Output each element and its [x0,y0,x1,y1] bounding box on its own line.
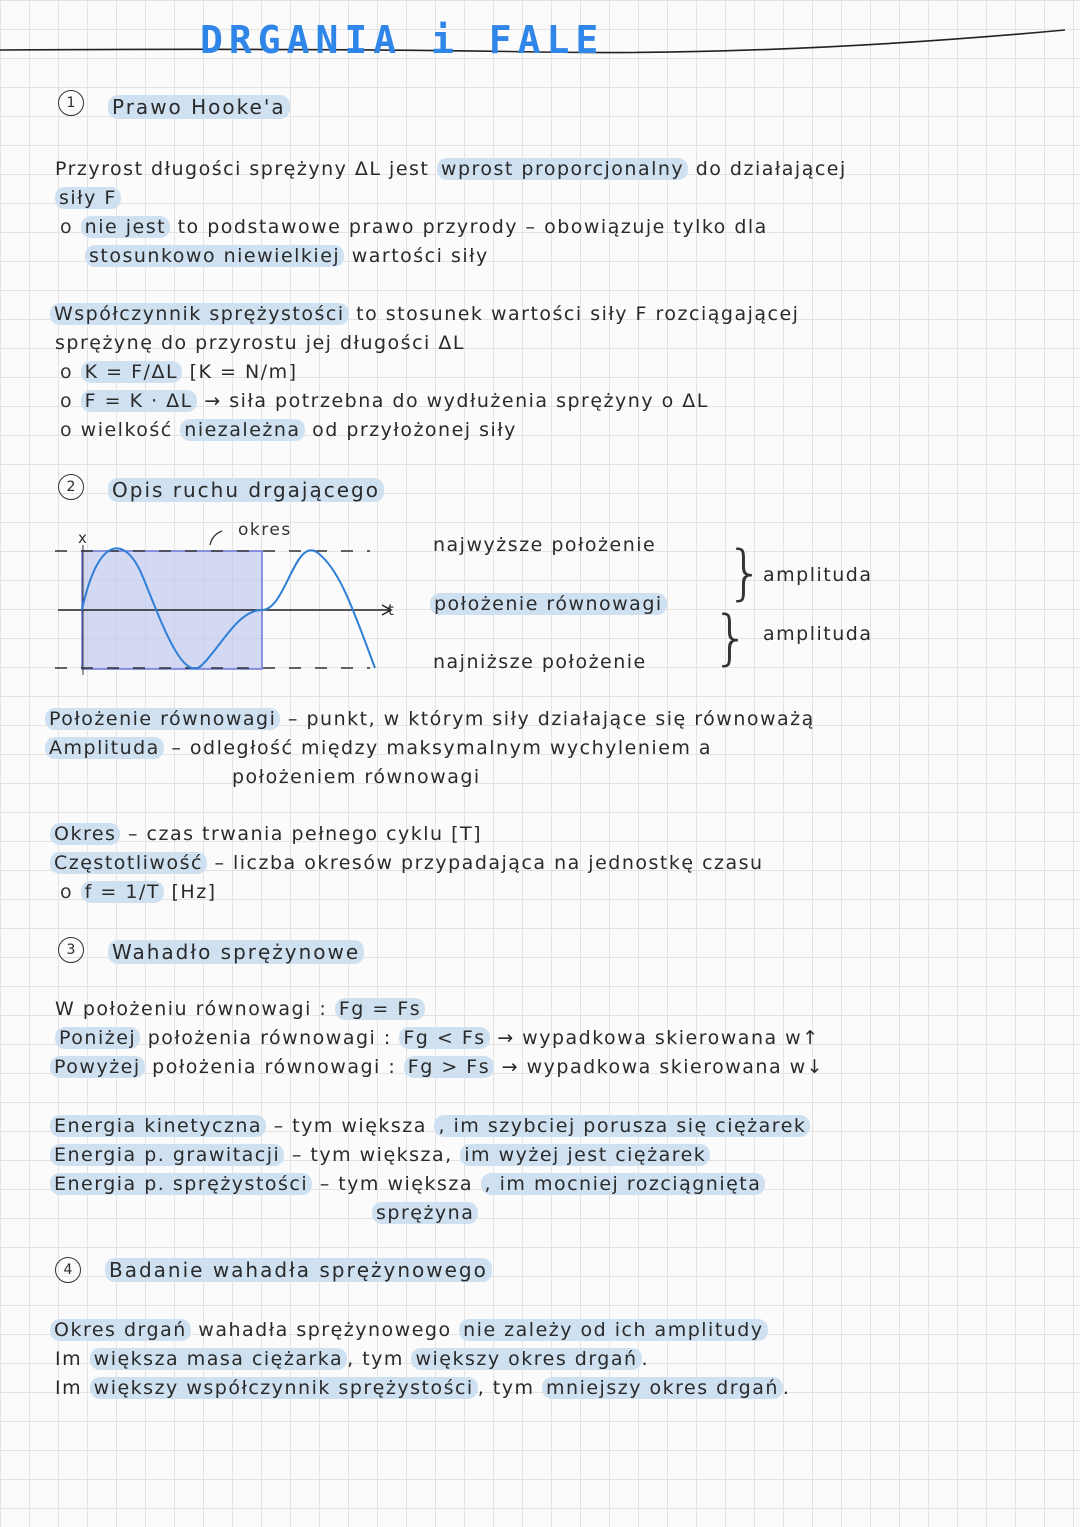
k-independent-line: o wielkość niezależna od przyłożonej siły [60,416,517,445]
def-frequency: Częstotliwość – liczba okresów przypadająca na jednostkę czasu [50,849,764,878]
t-axis-label: t [388,601,394,619]
spring-line-1: W położeniu równowagi : Fg = Fs [55,995,425,1024]
section-heading-2: Opis ruchu drgającego [108,478,384,502]
spring-line-2: Poniżej położenia równowagi : Fg < Fs → wypadkowa skierowana w↑ [55,1024,820,1053]
period-label: okres [238,520,292,540]
section-heading-4: Badanie wahadła sprężynowego [105,1258,492,1282]
hooke-line-1: Przyrost długości sprężyny ΔL jest wprost proporcjonalny do działającej [55,158,847,180]
amplitude-label-1: amplituda [763,564,873,586]
k-formula: o K = F/ΔL [K = N/m] [60,358,298,387]
x-axis-label: x [78,529,87,547]
frequency-formula: o f = 1/T [Hz] [60,878,217,907]
top-position-label: najwyższe położenie [433,534,657,556]
def-amplitude: Amplituda – odległość między maksymalnym wychyleniem a [45,734,712,763]
k-line-1: Współczynnik sprężystości to stosunek wartości siły F rozciągającej [50,300,799,329]
amplitude-label-2: amplituda [763,623,873,645]
hooke-line-4: stosunkowo niewielkiej wartości siły [85,242,489,271]
study-line-2: Im większa masa ciężarka , tym większy okres drgań . [55,1348,650,1370]
def-equilibrium: Położenie równowagi – punkt, w którym siły działające się równoważą [45,705,815,734]
energy-elastic-cont: sprężyna [372,1199,478,1228]
energy-gravity: Energia p. grawitacji – tym większa, im wyżej jest ciężarek [50,1141,710,1170]
section-number-2: 2 [58,474,84,500]
study-line-1: Okres drgań wahadła sprężynowego nie zależy od ich amplitudy [50,1316,768,1345]
brace-lower: } [712,603,751,673]
def-amplitude-cont: położeniem równowagi [232,766,481,788]
energy-kinetic: Energia kinetyczna – tym większa , im szybciej porusza się ciężarek [50,1112,810,1141]
page-title: DRGANIA i FALE [200,18,605,62]
def-period: Okres – czas trwania pełnego cyklu [T] [50,820,482,849]
k-line-2: sprężynę do przyrostu jej długości ΔL [55,332,465,354]
hooke-line-2: siły F [55,184,121,213]
oscillation-graph [50,515,410,680]
section-heading-3: Wahadło sprężynowe [108,940,364,964]
section-number-3: 3 [58,937,84,963]
section-number-1: 1 [58,90,84,116]
hooke-line-3: o nie jest to podstawowe prawo przyrody – obowiązuje tylko dla [60,213,768,242]
spring-line-3: Powyżej położenia równowagi : Fg > Fs → wypadkowa skierowana w↓ [50,1053,824,1082]
section-heading-1: Prawo Hooke'a [108,95,290,119]
bottom-position-label: najniższe położenie [433,651,647,673]
equilibrium-label: położenie równowagi [430,590,667,619]
f-formula: o F = K · ΔL → siła potrzebna do wydłużenia sprężyny o ΔL [60,387,709,416]
section-number-4: 4 [55,1257,81,1283]
study-line-3: Im większy współczynnik sprężystości , tym mniejszy okres drgań . [55,1377,791,1399]
period-arrow [210,531,222,545]
brace-upper: } [726,538,765,608]
energy-elastic: Energia p. sprężystości – tym większa , im mocniej rozciągnięta [50,1170,765,1199]
